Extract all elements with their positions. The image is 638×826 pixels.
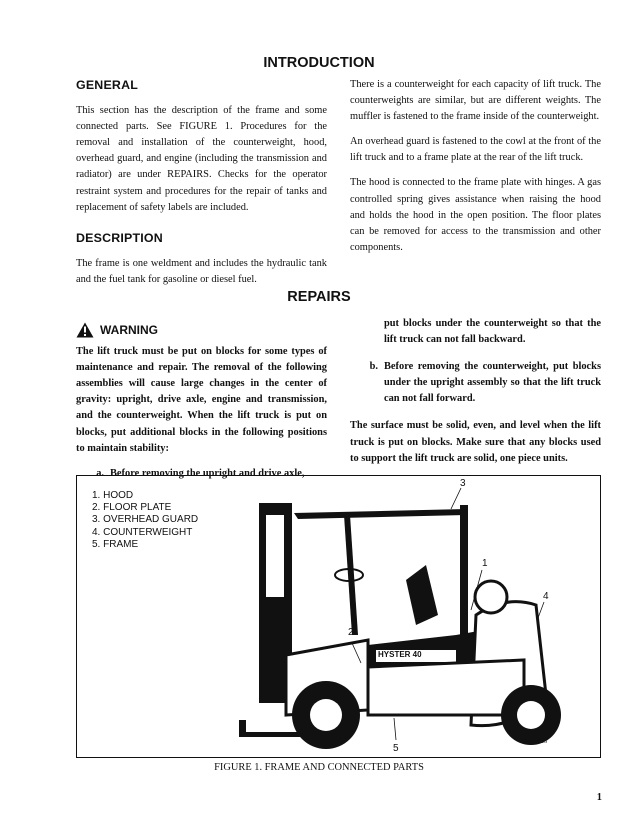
overhead-guard-paragraph: An overhead guard is fastened to the cowl at the front of the lift truck and to a frame plate at the rear of the lift truck. bbox=[350, 136, 601, 164]
warning-label: WARNING bbox=[100, 323, 158, 337]
callout-1: 1 bbox=[482, 558, 488, 569]
callout-4: 4 bbox=[543, 591, 549, 602]
counterweight-paragraph: There is a counterweight for each capacity of lift truck. The counterweights are similar, but are different weights. The muffler is fastened to the frame inside of the counterweight. bbox=[350, 79, 601, 123]
repairs-heading: REPAIRS bbox=[287, 289, 351, 305]
rear-wheel-hub bbox=[517, 701, 545, 729]
general-heading: GENERAL bbox=[76, 78, 138, 92]
callout-5: 5 bbox=[393, 743, 399, 754]
hood-paragraph: The hood is connected to the frame plate with hinges. A gas controlled spring gives assistance when raising the hood and holds the hood in the open position. The floor plates can be removed for access to the transmission and other components. bbox=[350, 177, 601, 253]
item-a-text: Before removing the upright and drive axle, bbox=[110, 467, 305, 479]
lpg-tank bbox=[475, 581, 507, 613]
repairs-right-column bbox=[350, 316, 601, 476]
legend-item: 1. HOOD bbox=[92, 490, 134, 501]
body-brand-text: HYSTER 40 bbox=[378, 650, 422, 659]
figure-caption: FIGURE 1. FRAME AND CONNECTED PARTS bbox=[214, 762, 424, 773]
repairs-left-column bbox=[76, 322, 327, 482]
description-text: The frame is one weldment and includes the hydraulic tank and the fuel tank for gasoline or diesel fuel. bbox=[76, 257, 327, 285]
warning-header bbox=[76, 322, 327, 338]
item-b bbox=[350, 359, 601, 407]
front-wheel-hub bbox=[310, 699, 342, 731]
description-heading: DESCRIPTION bbox=[76, 230, 163, 245]
overhead-guard-rear-post bbox=[460, 505, 468, 645]
item-a-label: a. bbox=[96, 467, 104, 479]
callout-3: 3 bbox=[460, 478, 466, 489]
frame-body bbox=[368, 660, 524, 715]
legend-item: 4. COUNTERWEIGHT bbox=[92, 526, 193, 538]
surface-text: The surface must be solid, even, and level when the lift truck is put on blocks. Make sure that any blocks used to support the lift truck are solid, one piece units. bbox=[350, 420, 601, 464]
item-a-continued bbox=[350, 316, 601, 348]
figure-id: 12633 bbox=[531, 738, 548, 745]
warning-text: The lift truck must be put on blocks for some types of maintenance and repair. The removal of the following assemblies will cause large changes in the center of gravity: upright, drive axle, engine and transmission, and the counterweight. When the lift truck is put on blocks, put additional blocks in the following positions to maintain stability: bbox=[76, 346, 327, 454]
general-text: This section has the description of the frame and some connected parts. See FIGURE 1. Procedures for the removal and installation of the counterweight, hood, overhead guard, and engine (including the transmission and radiator) are under REPAIRS. Checks for the operator restraint system and procedures for the repair of tanks and replacement of safety labels are included. bbox=[76, 105, 327, 213]
item-a-continued-text: put blocks under the counterweight so that the lift truck can not fall backward. bbox=[384, 318, 601, 346]
legend-item: 2. FLOOR PLATE bbox=[92, 502, 172, 514]
callout-3-line bbox=[451, 488, 461, 509]
overhead-guard-front-post bbox=[344, 515, 358, 635]
warning-triangle-icon bbox=[76, 322, 94, 338]
page-number: 1 bbox=[596, 792, 602, 803]
legend-item: 5. FRAME bbox=[92, 538, 139, 550]
legend-item: 3. OVERHEAD GUARD bbox=[92, 514, 199, 526]
intro-left-column bbox=[76, 77, 327, 297]
callout-2: 2 bbox=[348, 627, 354, 638]
callout-5-line bbox=[394, 718, 396, 740]
overhead-guard-roof bbox=[294, 509, 466, 519]
intro-right-column bbox=[350, 77, 601, 265]
item-b-label: b. bbox=[369, 361, 378, 373]
figure-legend bbox=[92, 490, 198, 551]
mast-brand-text: HYSTER bbox=[268, 514, 276, 581]
seat-shape bbox=[406, 565, 438, 625]
callout-4-line bbox=[538, 602, 544, 618]
introduction-heading: INTRODUCTION bbox=[263, 55, 375, 71]
item-b-text: Before removing the counterweight, put blocks under the upright assembly so that the lift truck can not fall forward. bbox=[384, 361, 601, 405]
